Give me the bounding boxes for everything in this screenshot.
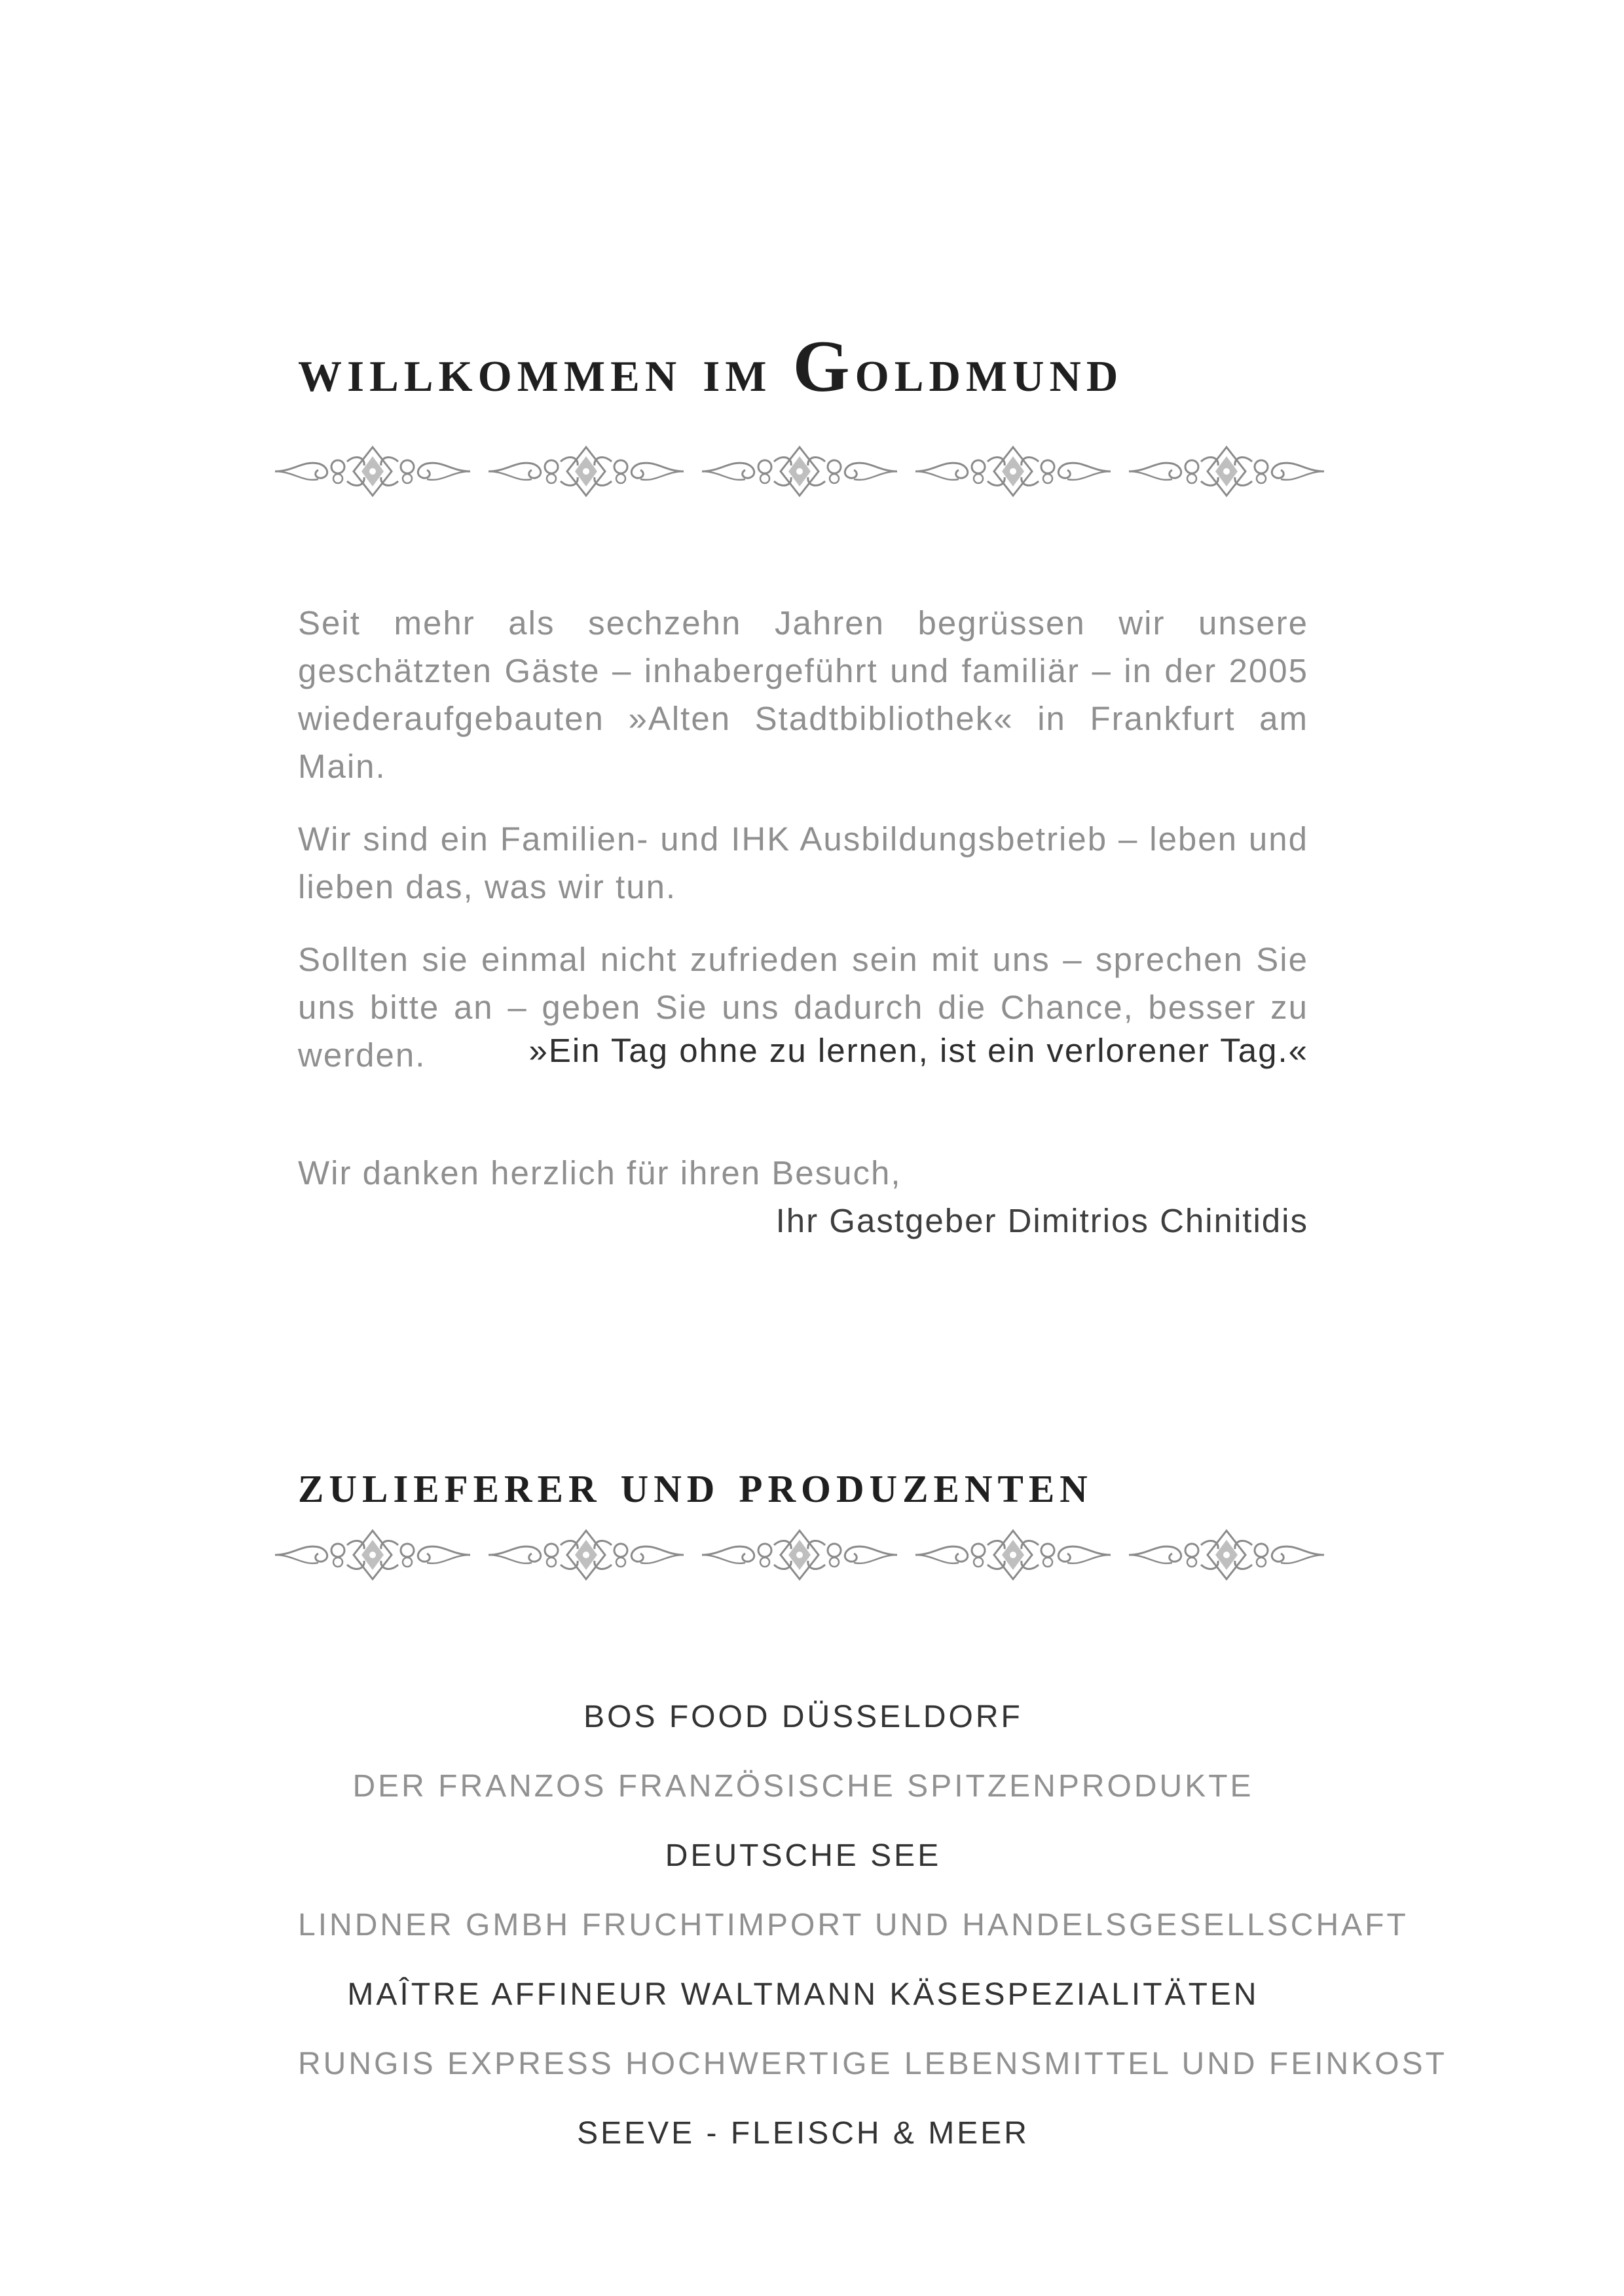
- ornament-divider-bottom: [274, 1525, 1325, 1584]
- list-item: SEEVE - FLEISCH & MEER: [577, 2116, 1029, 2151]
- host-signature: Ihr Gastgeber Dimitrios Chinitidis: [775, 1202, 1308, 1239]
- list-item: DER FRANZOS FRANZÖSISCHE SPITZENPRODUKTE: [352, 1769, 1254, 1804]
- flourish-divider-icon: [274, 442, 1325, 501]
- suppliers-list: [298, 1683, 1447, 2168]
- list-item: MAÎTRE AFFINEUR WALTMANN KÄSESPEZIALITÄTEN: [347, 1977, 1259, 2012]
- thanks-line: Wir danken herzlich für ihren Besuch,: [298, 1154, 902, 1192]
- suppliers-heading: zulieferer und produzenten: [298, 1453, 1093, 1514]
- welcome-paragraph: Sollten sie einmal nicht zufrieden sein mit uns – sprechen Sie uns bitte an – geben Sie uns dadurch die Chance, besser zu werden.: [298, 941, 1308, 1074]
- list-item: BOS FOOD DÜSSELDORF: [583, 1700, 1023, 1734]
- welcome-paragraph: Seit mehr als sechzehn Jahren begrüssen wir unsere geschätzten Gäste – inhabergeführt und familiär – in der 2005 wiederaufgebauten »Alten Stadtbibliothek« in Frankfurt am Main.: [298, 604, 1308, 785]
- welcome-heading: willkommen im Goldmund: [298, 326, 1124, 408]
- list-item: RUNGIS EXPRESS HOCHWERTIGE LEBENSMITTEL UND FEINKOST: [298, 2047, 1447, 2081]
- list-item: LINDNER GMBH FRUCHTIMPORT UND HANDELSGESELLSCHAFT: [298, 1908, 1409, 1942]
- welcome-text: [298, 599, 1308, 1104]
- welcome-paragraph: Wir sind ein Familien- und IHK Ausbildungsbetrieb – leben und lieben das, was wir tun.: [298, 820, 1308, 905]
- flourish-divider-icon: [274, 1525, 1325, 1584]
- list-item: DEUTSCHE SEE: [665, 1838, 942, 1873]
- motto-quote: »Ein Tag ohne zu lernen, ist ein verlorener Tag.«: [528, 1032, 1308, 1069]
- ornament-divider-top: [274, 442, 1325, 501]
